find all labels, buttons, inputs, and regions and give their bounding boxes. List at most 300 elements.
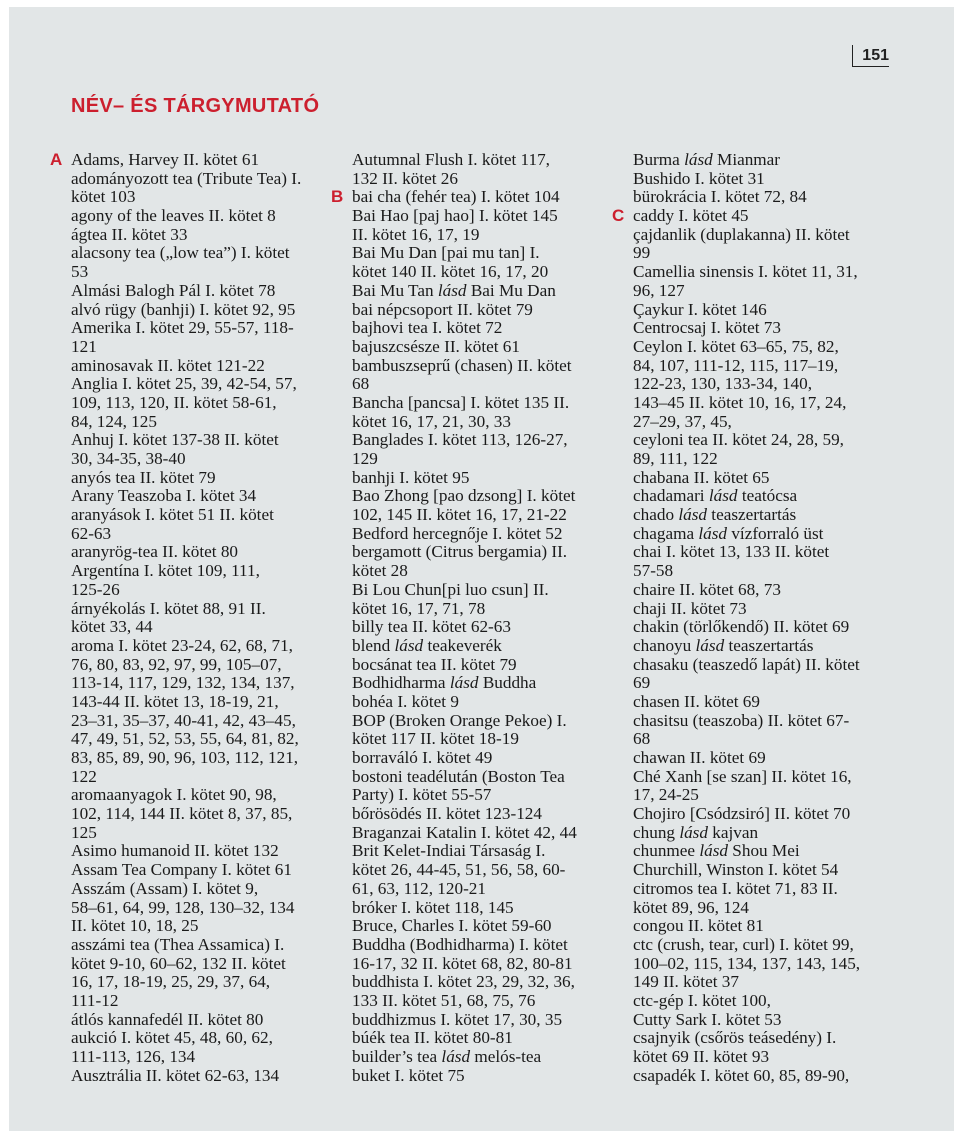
index-line xyxy=(71,992,336,1011)
index-text: builder’s tea xyxy=(352,1047,442,1066)
index-text: buddhista I. kötet 23, 29, 32, 36, xyxy=(352,972,575,992)
index-text: chawan II. kötet 69 xyxy=(633,748,766,767)
index-text: Bai Hao [paj hao] I. kötet 145 xyxy=(352,206,558,226)
index-text: agony of the leaves II. kötet 8 xyxy=(71,206,276,226)
index-text: Bai Mu Tan xyxy=(352,280,438,300)
index-text: Bedford hercegnője I. kötet 52 xyxy=(352,523,563,543)
index-text: kötet 103 xyxy=(71,187,136,207)
index-line xyxy=(633,301,898,320)
cross-reference-marker: lásd xyxy=(441,1047,471,1066)
index-text: 133 II. kötet 51, 68, 75, 76 xyxy=(352,990,536,1010)
index-line xyxy=(633,1067,898,1086)
index-text: chagama xyxy=(633,523,699,543)
index-line xyxy=(633,450,898,469)
index-text: 17, 24-25 xyxy=(633,785,699,805)
index-text: Brit Kelet-Indiai Társaság I. xyxy=(352,841,546,861)
index-text: Asszám (Assam) I. kötet 9, xyxy=(71,878,259,898)
index-text: Camellia sinensis I. kötet 11, 31, xyxy=(633,262,858,282)
index-line xyxy=(352,207,617,226)
index-line xyxy=(352,338,617,357)
index-text: 76, 80, 83, 92, 97, 99, 105–07, xyxy=(71,654,282,674)
index-line xyxy=(71,880,336,899)
index-line xyxy=(71,562,336,581)
index-text: bergamott (Citrus bergamia) II. xyxy=(352,542,568,562)
index-text: ágtea II. kötet 33 xyxy=(71,224,188,244)
index-line xyxy=(352,824,617,843)
index-line xyxy=(633,469,898,488)
index-text: borraváló I. kötet 49 xyxy=(352,748,493,767)
index-text: Ché Xanh [se szan] II. kötet 16, xyxy=(633,766,852,786)
index-line xyxy=(633,637,898,656)
index-text: Bruce, Charles I. kötet 59-60 xyxy=(352,916,552,936)
index-text: II. kötet 10, 18, 25 xyxy=(71,916,199,936)
index-line xyxy=(71,1067,336,1086)
index-text: aroma I. kötet 23-24, 62, 68, 71, xyxy=(71,635,293,655)
index-line xyxy=(633,786,898,805)
index-line xyxy=(352,861,617,880)
index-text: aukció I. kötet 45, 48, 60, 62, xyxy=(71,1028,273,1048)
index-text: chadamari xyxy=(633,486,709,506)
index-text: II. kötet 16, 17, 19 xyxy=(352,224,480,244)
index-line xyxy=(633,955,898,974)
index-text: kötet 9-10, 60–62, 132 II. kötet xyxy=(71,953,286,973)
index-line xyxy=(633,992,898,1011)
index-line xyxy=(352,357,617,376)
cross-reference-marker: lásd xyxy=(708,486,738,506)
index-text: 89, 111, 122 xyxy=(633,449,718,468)
index-line xyxy=(71,263,336,282)
index-text: çajdanlik (duplakanna) II. kötet xyxy=(633,224,850,244)
index-line xyxy=(71,188,336,207)
cross-reference-marker: lásd xyxy=(684,150,713,169)
cross-reference-marker: lásd xyxy=(698,523,728,543)
index-text: asszámi tea (Thea Assamica) I. xyxy=(71,934,285,954)
index-text: vízforraló üst xyxy=(727,523,824,543)
index-text: Chojiro [Csódzsiró] II. kötet 70 xyxy=(633,804,851,824)
index-line xyxy=(71,749,336,768)
index-line xyxy=(633,768,898,787)
index-line xyxy=(71,1011,336,1030)
index-line xyxy=(352,842,617,861)
cross-reference-marker: lásd xyxy=(678,505,707,525)
index-text: bostoni teadélután (Boston Tea xyxy=(352,766,565,786)
index-line xyxy=(352,1029,617,1048)
page-number: 151 xyxy=(852,45,889,67)
index-text: buddhizmus I. kötet 17, 30, 35 xyxy=(352,1009,563,1029)
index-line xyxy=(71,917,336,936)
index-text: 132 II. kötet 26 xyxy=(352,168,458,188)
index-text: bajhovi tea I. kötet 72 xyxy=(352,318,503,338)
index-text: aminosavak II. kötet 121-22 xyxy=(71,355,265,375)
index-text: 23–31, 35–37, 40-41, 42, 43–45, xyxy=(71,710,296,730)
index-line xyxy=(352,151,617,170)
index-text: 57-58 xyxy=(633,561,674,581)
index-text: kötet 33, 44 xyxy=(71,617,153,637)
index-text: 121 xyxy=(71,336,97,356)
index-line xyxy=(633,431,898,450)
index-text: 122-23, 130, 133-34, 140, xyxy=(633,374,813,394)
index-text: Cutty Sark I. kötet 53 xyxy=(633,1009,782,1029)
index-text: caddy I. kötet 45 xyxy=(633,206,749,226)
index-text: ceyloni tea II. kötet 24, 28, 59, xyxy=(633,430,844,450)
index-text: 47, 49, 51, 52, 53, 55, 64, 81, 82, xyxy=(71,729,299,749)
index-text: csajnyik (csőrös teásedény) I. xyxy=(633,1028,837,1048)
index-line xyxy=(633,244,898,263)
index-text: kötet 16, 17, 71, 78 xyxy=(352,598,486,618)
index-line xyxy=(633,917,898,936)
index-line xyxy=(71,861,336,880)
index-text: Anglia I. kötet 25, 39, 42-54, 57, xyxy=(71,374,297,394)
index-text: 109, 113, 120, II. kötet 58-61, xyxy=(71,392,277,412)
index-text: bai népcsoport II. kötet 79 xyxy=(352,299,533,319)
index-line xyxy=(633,357,898,376)
index-text: Ceylon I. kötet 63–65, 75, 82, xyxy=(633,336,839,356)
index-text: átlós kannafedél II. kötet 80 xyxy=(71,1009,264,1029)
index-line xyxy=(71,786,336,805)
index-text: Adams, Harvey II. kötet 61 xyxy=(71,150,260,169)
index-text: kötet 26, 44-45, 51, 56, 58, 60- xyxy=(352,860,566,880)
index-text: 61, 63, 112, 120-21 xyxy=(352,878,486,898)
index-text: 125 xyxy=(71,822,97,842)
cross-reference-marker: lásd xyxy=(437,280,467,300)
index-text: kötet 89, 96, 124 xyxy=(633,897,750,917)
section-letter: B xyxy=(331,187,344,207)
index-text: Buddha (Bodhidharma) I. kötet xyxy=(352,934,568,954)
index-line xyxy=(352,637,617,656)
index-line xyxy=(71,226,336,245)
index-line xyxy=(633,824,898,843)
index-line xyxy=(633,618,898,637)
index-line xyxy=(633,805,898,824)
index-text: Buddha xyxy=(478,673,537,693)
index-line xyxy=(352,394,617,413)
index-line xyxy=(352,319,617,338)
index-text: teaszertartás xyxy=(707,505,797,525)
index-text: kötet 140 II. kötet 16, 17, 20 xyxy=(352,262,549,282)
section-letter: A xyxy=(50,150,63,169)
index-line xyxy=(352,413,617,432)
index-text: bürokrácia I. kötet 72, 84 xyxy=(633,187,807,207)
index-line xyxy=(633,1011,898,1030)
index-text: Bai Mu Dan [pai mu tan] I. xyxy=(352,243,540,263)
index-text: Asimo humanoid II. kötet 132 xyxy=(71,841,279,861)
index-line xyxy=(633,151,898,170)
index-line xyxy=(633,674,898,693)
index-text: 143–45 II. kötet 10, 16, 17, 24, xyxy=(633,392,847,412)
index-line xyxy=(331,187,617,207)
index-line xyxy=(71,955,336,974)
index-line xyxy=(352,226,617,245)
index-text: Shou Mei xyxy=(728,841,800,861)
index-text: Banglades I. kötet 113, 126-27, xyxy=(352,430,568,450)
index-text: ctc (crush, tear, curl) I. kötet 99, xyxy=(633,934,854,954)
index-text: Burma xyxy=(633,150,685,169)
page-title: NÉV– ÉS TÁRGYMUTATÓ xyxy=(71,95,320,117)
index-line xyxy=(71,543,336,562)
index-text: 84, 124, 125 xyxy=(71,411,157,431)
index-text: 69 xyxy=(633,673,651,693)
index-text: billy tea II. kötet 62-63 xyxy=(352,617,511,637)
index-text: 102, 114, 144 II. kötet 8, 37, 85, xyxy=(71,804,293,824)
index-line xyxy=(50,150,336,170)
index-text: bajuszcsésze II. kötet 61 xyxy=(352,336,520,356)
index-line xyxy=(71,244,336,263)
index-line xyxy=(352,973,617,992)
index-line xyxy=(71,450,336,469)
index-line xyxy=(633,282,898,301)
index-line xyxy=(71,1048,336,1067)
index-line xyxy=(352,450,617,469)
index-line xyxy=(352,786,617,805)
index-text: Ausztrália II. kötet 62-63, 134 xyxy=(71,1065,280,1085)
index-text: 143-44 II. kötet 13, 18-19, 21, xyxy=(71,691,279,711)
index-text: Bi Lou Chun[pi luo csun] II. xyxy=(352,579,549,599)
index-line xyxy=(71,618,336,637)
index-text: bőrösödés II. kötet 123-124 xyxy=(352,804,542,824)
index-text: chung xyxy=(633,822,680,842)
index-text: kötet 16, 17, 21, 30, 33 xyxy=(352,411,511,431)
index-line xyxy=(352,1048,617,1067)
index-text: 149 II. kötet 37 xyxy=(633,972,739,992)
index-line xyxy=(71,600,336,619)
index-text: 68 xyxy=(352,374,370,394)
index-page xyxy=(9,7,954,1131)
index-text: bocsánat tea II. kötet 79 xyxy=(352,654,517,674)
index-line xyxy=(633,973,898,992)
index-line xyxy=(633,712,898,731)
index-line xyxy=(71,693,336,712)
index-line xyxy=(352,992,617,1011)
index-line xyxy=(71,824,336,843)
index-column-2 xyxy=(331,150,617,1085)
index-text: aranyások I. kötet 51 II. kötet xyxy=(71,505,274,525)
index-text: Churchill, Winston I. kötet 54 xyxy=(633,860,839,880)
index-text: árnyékolás I. kötet 88, 91 II. xyxy=(71,598,266,618)
section-letter: C xyxy=(612,206,625,226)
index-line xyxy=(352,955,617,974)
index-text: alacsony tea („low tea”) I. kötet xyxy=(71,243,290,263)
index-column-3 xyxy=(612,150,898,1085)
index-line xyxy=(352,712,617,731)
index-line xyxy=(352,525,617,544)
index-text: Amerika I. kötet 29, 55-57, 118- xyxy=(71,318,294,338)
index-line xyxy=(633,319,898,338)
index-line xyxy=(352,301,617,320)
index-line xyxy=(71,487,336,506)
index-line xyxy=(71,637,336,656)
index-line xyxy=(71,413,336,432)
index-text: Bodhidharma xyxy=(352,673,450,693)
index-text: 83, 85, 89, 90, 96, 103, 112, 121, xyxy=(71,748,299,767)
index-text: 96, 127 xyxy=(633,280,685,300)
index-text: bambuszseprű (chasen) II. kötet xyxy=(352,355,572,375)
index-line xyxy=(71,936,336,955)
index-line xyxy=(633,600,898,619)
index-line xyxy=(352,282,617,301)
cross-reference-marker: lásd xyxy=(679,822,708,842)
index-text: kajvan xyxy=(707,822,759,842)
index-text: bai cha (fehér tea) I. kötet 104 xyxy=(352,187,560,207)
index-text: chaire II. kötet 68, 73 xyxy=(633,579,781,599)
index-line xyxy=(71,656,336,675)
index-line xyxy=(352,618,617,637)
index-text: Almási Balogh Pál I. kötet 78 xyxy=(71,280,276,300)
index-line xyxy=(71,1029,336,1048)
index-text: Braganzai Katalin I. kötet 42, 44 xyxy=(352,822,577,842)
index-line xyxy=(633,487,898,506)
index-text: chado xyxy=(633,505,679,525)
index-text: adományozott tea (Tribute Tea) I. xyxy=(71,168,302,188)
index-line xyxy=(71,712,336,731)
index-text: 16-17, 32 II. kötet 68, 82, 80-81 xyxy=(352,953,573,973)
index-line xyxy=(633,899,898,918)
index-line xyxy=(352,749,617,768)
index-text: 113-14, 117, 129, 132, 134, 137, xyxy=(71,673,295,693)
index-line xyxy=(71,973,336,992)
index-line xyxy=(633,188,898,207)
index-line xyxy=(633,656,898,675)
index-text: 100–02, 115, 134, 137, 143, 145, xyxy=(633,953,861,973)
index-text: chasitsu (teaszoba) II. kötet 67- xyxy=(633,710,850,730)
index-text: ctc-gép I. kötet 100, xyxy=(633,990,771,1010)
index-text: Party) I. kötet 55-57 xyxy=(352,785,492,805)
index-text: Bushido I. kötet 31 xyxy=(633,168,765,188)
index-text: Arany Teaszoba I. kötet 34 xyxy=(71,486,257,506)
index-line xyxy=(633,375,898,394)
index-column-1 xyxy=(50,150,336,1085)
index-text: chanoyu xyxy=(633,635,696,655)
index-line xyxy=(633,543,898,562)
index-text: Centrocsaj I. kötet 73 xyxy=(633,318,781,338)
index-line xyxy=(633,936,898,955)
index-line xyxy=(352,506,617,525)
index-line xyxy=(71,301,336,320)
index-text: 30, 34-35, 38-40 xyxy=(71,449,186,468)
index-line xyxy=(71,469,336,488)
index-text: chaji II. kötet 73 xyxy=(633,598,747,618)
index-text: Bao Zhong [pao dzsong] I. kötet xyxy=(352,486,576,506)
index-line xyxy=(71,394,336,413)
index-text: alvó rügy (banhji) I. kötet 92, 95 xyxy=(71,299,296,319)
index-text: bohéa I. kötet 9 xyxy=(352,691,459,711)
index-line xyxy=(352,487,617,506)
index-line xyxy=(633,170,898,189)
index-line xyxy=(71,338,336,357)
cross-reference-marker: lásd xyxy=(695,635,725,655)
index-text: chunmee xyxy=(633,841,700,861)
index-text: chabana II. kötet 65 xyxy=(633,467,770,487)
index-line xyxy=(71,170,336,189)
index-line xyxy=(352,431,617,450)
index-line xyxy=(71,282,336,301)
index-line xyxy=(71,431,336,450)
cross-reference-marker: lásd xyxy=(394,635,424,655)
index-text: Mianmar xyxy=(712,150,781,169)
index-line xyxy=(352,1011,617,1030)
cross-reference-marker: lásd xyxy=(699,841,728,861)
index-text: chai I. kötet 13, 133 II. kötet xyxy=(633,542,830,562)
index-line xyxy=(352,768,617,787)
index-line xyxy=(633,1048,898,1067)
index-line xyxy=(352,674,617,693)
index-text: 102, 145 II. kötet 16, 17, 21-22 xyxy=(352,505,567,525)
index-line xyxy=(352,1067,617,1086)
index-text: Anhuj I. kötet 137-38 II. kötet xyxy=(71,430,279,450)
index-line xyxy=(71,768,336,787)
cross-reference-marker: lásd xyxy=(449,673,479,693)
index-text: citromos tea I. kötet 71, 83 II. xyxy=(633,878,838,898)
index-line xyxy=(633,506,898,525)
index-text: kötet 117 II. kötet 18-19 xyxy=(352,729,519,749)
index-text: BOP (Broken Orange Pekoe) I. xyxy=(352,710,567,730)
index-line xyxy=(352,917,617,936)
index-text: 84, 107, 111-12, 115, 117–19, xyxy=(633,355,839,375)
index-line xyxy=(633,226,898,245)
index-line xyxy=(71,842,336,861)
index-line xyxy=(71,375,336,394)
index-text: Bancha [pancsa] I. kötet 135 II. xyxy=(352,392,570,412)
index-text: congou II. kötet 81 xyxy=(633,916,764,936)
index-line xyxy=(633,1029,898,1048)
index-line xyxy=(352,899,617,918)
index-text: 111-113, 126, 134 xyxy=(71,1047,196,1066)
index-line xyxy=(71,730,336,749)
index-line xyxy=(633,525,898,544)
index-line xyxy=(71,319,336,338)
index-text: Çaykur I. kötet 146 xyxy=(633,299,767,319)
index-text: bróker I. kötet 118, 145 xyxy=(352,897,514,917)
index-line xyxy=(352,936,617,955)
index-text: 99 xyxy=(633,243,651,263)
index-text: 16, 17, 18-19, 25, 29, 37, 64, xyxy=(71,972,271,992)
index-line xyxy=(633,880,898,899)
index-text: teaszertartás xyxy=(724,635,814,655)
index-text: aromaanyagok I. kötet 90, 98, xyxy=(71,785,277,805)
index-line xyxy=(633,263,898,282)
index-line xyxy=(633,562,898,581)
index-line xyxy=(352,693,617,712)
index-text: Argentína I. kötet 109, 111, xyxy=(71,561,260,581)
index-line xyxy=(71,805,336,824)
index-line xyxy=(352,469,617,488)
index-text: 68 xyxy=(633,729,651,749)
index-text: kötet 28 xyxy=(352,561,408,581)
index-text: 111-12 xyxy=(71,990,119,1010)
index-text: 129 xyxy=(352,449,378,468)
index-text: Bai Mu Dan xyxy=(466,280,556,300)
index-text: Assam Tea Company I. kötet 61 xyxy=(71,860,292,880)
index-line xyxy=(71,207,336,226)
index-text: chasen II. kötet 69 xyxy=(633,691,760,711)
index-line xyxy=(71,674,336,693)
index-text: 62-63 xyxy=(71,523,112,543)
index-line xyxy=(633,394,898,413)
index-line xyxy=(352,562,617,581)
index-line xyxy=(71,899,336,918)
index-line xyxy=(71,525,336,544)
index-line xyxy=(352,244,617,263)
index-line xyxy=(71,506,336,525)
index-line xyxy=(633,749,898,768)
index-line xyxy=(633,693,898,712)
index-text: teatócsa xyxy=(737,486,798,506)
index-text: banhji I. kötet 95 xyxy=(352,467,470,487)
index-line xyxy=(352,263,617,282)
index-text: 53 xyxy=(71,262,89,282)
index-line xyxy=(633,413,898,432)
index-line xyxy=(352,600,617,619)
index-line xyxy=(352,543,617,562)
